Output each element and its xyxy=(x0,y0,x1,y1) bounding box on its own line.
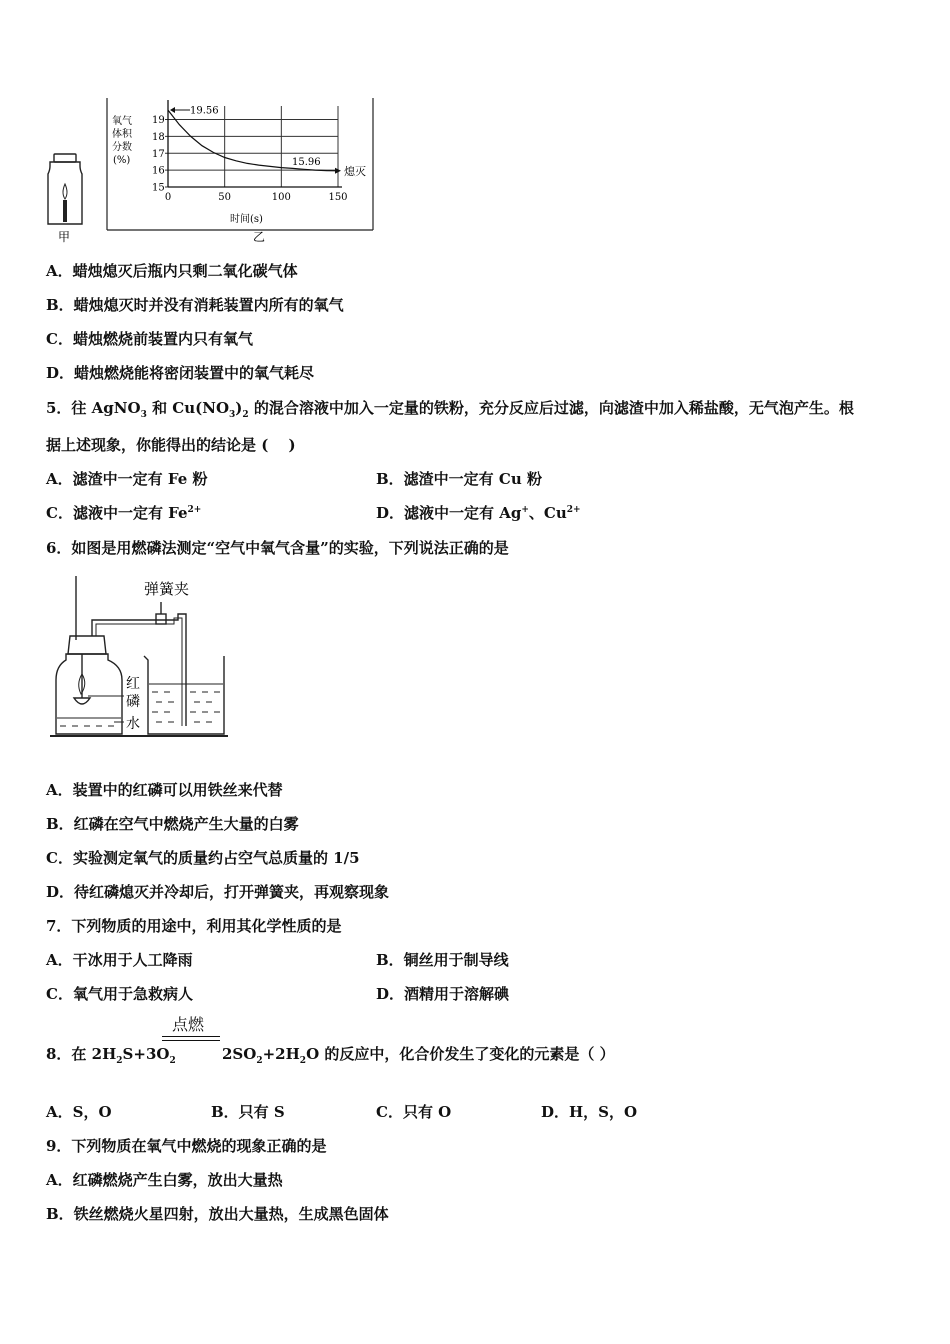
q4-option-b[interactable]: B．蜡烛熄灭时并没有消耗装置内所有的氧气 xyxy=(46,296,344,314)
label-red-2: 磷 xyxy=(126,694,140,710)
candle-jar xyxy=(48,154,82,224)
q8-text: S+3O xyxy=(122,1045,170,1063)
q5-option-d[interactable] xyxy=(376,502,581,523)
chart-ylabel-line: (%) xyxy=(113,155,131,166)
chart-tick-label-y: 18 xyxy=(152,131,165,143)
q5-text: ) xyxy=(235,399,243,417)
q5-option-d-sup: + xyxy=(521,505,529,515)
chart-label: 乙 xyxy=(253,230,266,244)
chart-tick-label-x: 0 xyxy=(164,192,172,203)
q4-option-d[interactable]: D．蜡烛燃烧能将密闭装置中的氧气耗尽 xyxy=(46,364,315,382)
q5-text: 5．往 AgNO xyxy=(46,399,141,417)
chart-tick-label-y: 19 xyxy=(152,115,165,126)
collecting-bottle xyxy=(56,654,122,734)
q7-option-d[interactable]: D．酒精用于溶解碘 xyxy=(376,985,510,1003)
chart-annotation-end: 15.96 xyxy=(292,156,321,168)
q8-sub: 2 xyxy=(299,1056,307,1066)
q4-option-c[interactable]: C．蜡烛燃烧前装置内只有氧气 xyxy=(46,330,253,348)
q5-option-b[interactable]: B．滤渣中一定有 Cu 粉 xyxy=(376,470,542,488)
q4-option-a[interactable]: A．蜡烛熄灭后瓶内只剩二氧化碳气体 xyxy=(46,262,298,280)
q5-option-a[interactable]: A．滤渣中一定有 Fe 粉 xyxy=(46,470,208,488)
q5-sub: 3 xyxy=(229,410,236,420)
q8-text: +2H xyxy=(262,1045,300,1063)
q6-option-b[interactable]: B．红磷在空气中燃烧产生大量的白雾 xyxy=(46,815,299,833)
q6-option-d[interactable]: D．待红磷熄灭并冷却后，打开弹簧夹，再观察现象 xyxy=(46,883,390,901)
jar-label: 甲 xyxy=(58,230,71,244)
rubber-stopper xyxy=(68,636,106,654)
q5-option-c[interactable] xyxy=(46,502,201,523)
q8-option-a[interactable]: A．S，O xyxy=(46,1103,112,1121)
chart-tick-label-y: 17 xyxy=(152,148,165,160)
chart-frame xyxy=(107,98,373,230)
q5-stem-line1 xyxy=(46,397,854,420)
chart-annotation-start: 19.56 xyxy=(190,105,219,117)
q8-text: O 的反应中，化合价发生了变化的元素是（ ） xyxy=(306,1045,615,1063)
q5-option-c-text: C．滤液中一定有 Fe xyxy=(46,504,188,522)
reaction-condition: 点燃 xyxy=(172,1015,205,1034)
chart-annotation-extinguish: 熄灭 xyxy=(344,164,366,178)
q6-stem: 6．如图是用燃磷法测定“空气中氧气含量”的实验，下列说法正确的是 xyxy=(46,539,509,557)
q7-option-c[interactable]: C．氧气用于急救病人 xyxy=(46,985,193,1003)
q8-option-b[interactable]: B．只有 S xyxy=(211,1103,285,1121)
label-red-1: 红 xyxy=(126,676,140,692)
q6-option-a[interactable]: A．装置中的红磷可以用铁丝来代替 xyxy=(46,781,283,799)
q8-sub: 2 xyxy=(256,1056,263,1066)
q5-option-d-text: 、Cu xyxy=(528,504,567,522)
q5-stem-line2: 据上述现象，你能得出的结论是 ( ) xyxy=(46,436,296,454)
q5-sub: 2 xyxy=(242,410,249,420)
chart-tick-label-x: 50 xyxy=(218,192,232,203)
q5-text: 和 Cu(NO xyxy=(146,399,230,417)
q5-sub: 3 xyxy=(140,410,147,420)
chart-xlabel: 时间(s) xyxy=(230,214,263,225)
q8-sub: 2 xyxy=(169,1056,176,1066)
q8-sub: 2 xyxy=(116,1056,123,1066)
chart-ylabel-line: 分数 xyxy=(112,142,132,153)
bottle-water xyxy=(57,718,121,726)
label-water: 水 xyxy=(126,716,140,732)
q8-stem-left xyxy=(46,1043,176,1066)
q5-text: 的混合溶液中加入一定量的铁粉，充分反应后过滤，向滤渣中加入稀盐酸，无气泡产生。根 xyxy=(248,399,854,417)
candle-oxygen-figure xyxy=(40,96,385,246)
chart-ylabel-line: 氧气 xyxy=(112,116,132,127)
chart-annotation-arrowhead xyxy=(170,107,175,113)
q8-option-d[interactable]: D．H，S，O xyxy=(541,1103,638,1121)
q7-stem: 7．下列物质的用途中，利用其化学性质的是 xyxy=(46,917,342,935)
phosphorus-apparatus-figure xyxy=(48,572,238,742)
chart-tick-label-x: 100 xyxy=(271,192,291,203)
q5-option-c-sup: 2+ xyxy=(187,505,202,515)
q8-text: 2SO xyxy=(222,1045,257,1063)
chart-tick-label-y: 15 xyxy=(152,182,165,194)
q9-stem: 9．下列物质在氧气中燃烧的现象正确的是 xyxy=(46,1137,327,1155)
q7-option-b[interactable]: B．铜丝用于制导线 xyxy=(376,951,509,969)
q5-option-d-sup: 2+ xyxy=(566,505,581,515)
q7-option-a[interactable]: A．干冰用于人工降雨 xyxy=(46,951,193,969)
chart-tick-label-x: 150 xyxy=(328,192,348,203)
equation-arrow-line xyxy=(162,1040,220,1041)
chart-plot xyxy=(152,100,366,203)
equation-arrow-line xyxy=(162,1036,220,1037)
chart-ylabel-line: 体积 xyxy=(112,129,132,140)
q8-stem-right xyxy=(222,1043,615,1066)
label-spring-clamp: 弹簧夹 xyxy=(144,580,190,598)
q9-option-b[interactable]: B．铁丝燃烧火星四射，放出大量热，生成黑色固体 xyxy=(46,1205,389,1223)
spring-clamp xyxy=(156,614,166,624)
q6-option-c[interactable]: C．实验测定氧气的质量约占空气总质量的 1/5 xyxy=(46,849,360,867)
q9-option-a[interactable]: A．红磷燃烧产生白雾，放出大量热 xyxy=(46,1171,283,1189)
q8-option-c[interactable]: C．只有 O xyxy=(376,1103,452,1121)
q5-option-d-text: D．滤液中一定有 Ag xyxy=(376,504,522,522)
chart-tick-label-y: 16 xyxy=(152,165,165,177)
q8-text: 8．在 2H xyxy=(46,1045,117,1063)
